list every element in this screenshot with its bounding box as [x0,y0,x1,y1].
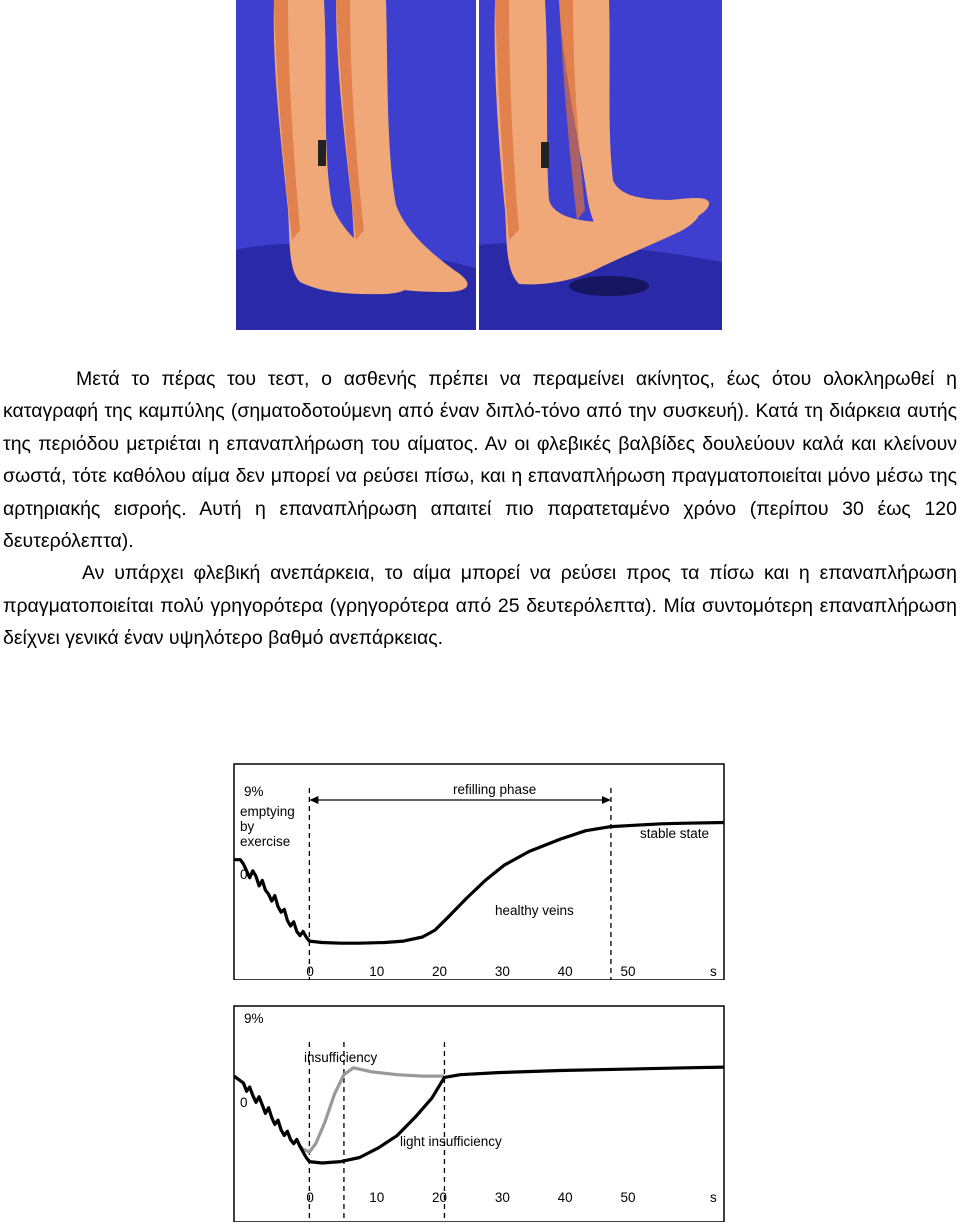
y-tick-label: 0 [240,1095,248,1110]
light-insufficiency-label: light insufficiency [400,1134,502,1149]
x-tick-label: 30 [494,964,510,979]
x-tick-label: 0 [306,1190,314,1205]
chart-insufficiency [220,990,740,1222]
x-tick-labels [306,1190,635,1205]
emptying-label: emptying [240,804,295,819]
sensor-right [541,142,549,168]
feet-standing-photo [236,0,476,330]
arrow-head-left [309,796,318,804]
stable-state-label: stable state [640,826,710,841]
y-tick-label: 9% [244,784,264,799]
x-tick-label: 20 [432,964,448,979]
photo-divider [476,0,479,330]
chart-svg [220,748,740,980]
x-tick-labels [306,964,635,979]
x-unit-label: s [710,964,717,979]
x-tick-label: 40 [557,1190,573,1205]
feet-tiptoe-photo [479,0,722,330]
chart-svg [220,990,740,1222]
x-tick-label: 50 [620,1190,636,1205]
x-tick-label: 50 [620,964,636,979]
arrow-head-right [602,796,611,804]
x-tick-label: 30 [494,1190,510,1205]
y-tick-label: 9% [244,1011,264,1026]
chart-healthy-veins [220,748,740,980]
text-body [3,363,957,655]
y-tick-label: 0 [240,867,248,882]
sensor-left [318,140,326,166]
refilling-phase-label: refilling phase [453,782,537,797]
emptying-label: exercise [240,834,291,849]
foot-shadow [569,276,649,296]
insufficiency-label: insufficiency [304,1050,378,1065]
x-tick-label: 10 [369,1190,385,1205]
x-tick-label: 0 [306,964,314,979]
healthy-veins-label: healthy veins [495,903,574,918]
paragraph: Μετά το πέρας του τεστ, ο ασθενής πρέπει να περαμείνει ακίνητος, έως ότου ολοκληρωθεί η καταγραφή της καμπύλης (σηματοδοτούμενη από έναν διπλό-τόνο από την συσκευή). Κατά τη διάρκεια αυτής της περιόδου μετριέται η επαναπλήρωση του αίματος. Αν οι φλεβικές βαλβίδες δουλεύουν καλά και κλείνουν σωστά, τότε καθόλου αίμα δεν μπορεί να ρεύσει πίσω, και η επαναπλήρωση πραγματοποιείται μόνο μέσω της αρτηριακής εισροής. Αυτή η επαναπλήρωση απαιτεί πιο παρατεταμένο χρόνο (περίπου 30 έως 120 δευτερόλεπτα). [3,368,957,553]
x-tick-label: 40 [557,964,573,979]
photo-svg [236,0,722,330]
paragraph: Αν υπάρχει φλεβική ανεπάρκεια, το αίμα μπορεί να ρεύσει προς τα πίσω και η επαναπλήρωση πραγματοποιείται πολύ γρηγορότερα (γρηγορότερα από 25 δευτερόλεπτα). Μία συντομότερη επαναπλήρωση δείχνει γενικά έναν υψηλότερο βαθμό ανεπάρκειας. [3,562,957,650]
x-tick-label: 10 [369,964,385,979]
x-unit-label: s [710,1190,717,1205]
photo-strip [236,0,722,330]
emptying-label: by [240,819,255,834]
x-tick-label: 20 [432,1190,448,1205]
